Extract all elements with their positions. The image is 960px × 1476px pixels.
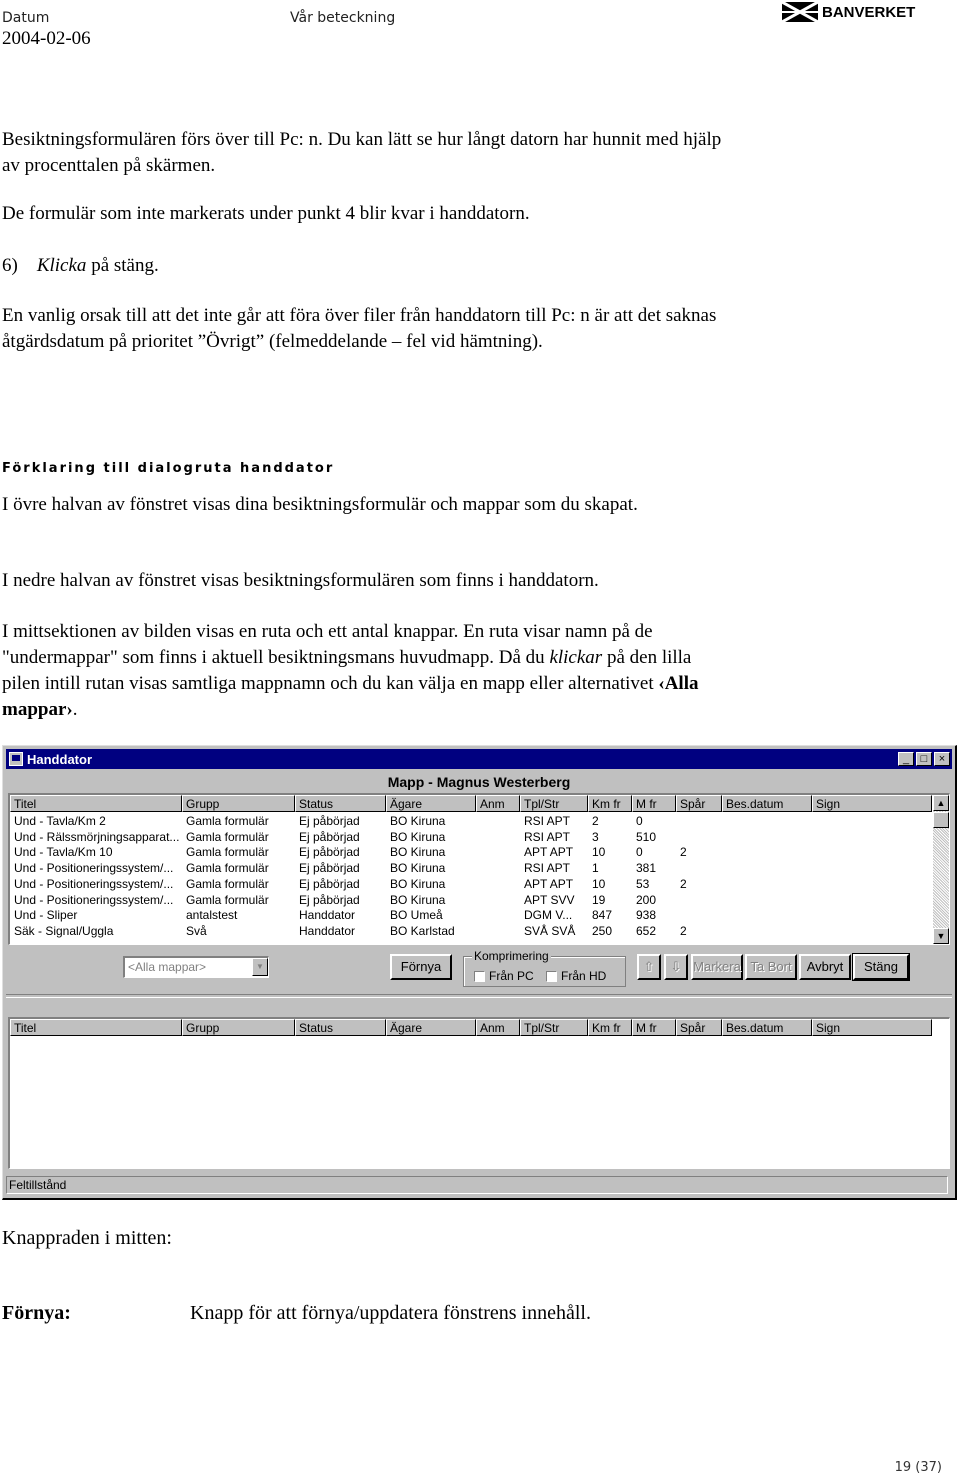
arrow-down-icon: ⇩	[670, 959, 682, 974]
table-cell: APT APT	[524, 876, 574, 891]
lower-column-header[interactable]: Grupp	[182, 1019, 295, 1036]
table-row[interactable]	[10, 814, 930, 829]
term-fornya: Förnya:	[2, 1302, 71, 1324]
fran-pc-label: Från PC	[489, 969, 534, 983]
p6-part-a: I mittsektionen av bilden visas en ruta och ett antal knappar. En ruta visar namn på de "undermappar" som finns i aktuell besiktningsmans huvudmapp. Då du	[2, 621, 653, 668]
table-cell: BO Kiruna	[390, 814, 446, 828]
handdator-window	[2, 745, 957, 1200]
app-icon	[9, 752, 23, 766]
fran-pc-checkbox[interactable]	[474, 969, 534, 983]
table-cell: 0	[636, 814, 643, 828]
table-row[interactable]	[10, 845, 930, 860]
paragraph-common-cause: En vanlig orsak till att det inte går att föra över filer från handdatorn till Pc: n är att det saknas åtgärdsdatum på prioritet ”Övrigt” (felmeddelande – fel vid hämtning).	[2, 305, 717, 352]
table-cell: BO Umeå	[390, 908, 443, 923]
table-cell: 200	[636, 892, 657, 907]
table-cell: 2	[592, 814, 599, 828]
move-up-button[interactable]	[637, 954, 661, 980]
page-number: 19 (37)	[894, 1460, 942, 1475]
table-cell: Ej påbörjad	[299, 845, 360, 860]
lower-column-header[interactable]: Sign	[812, 1019, 932, 1036]
table-cell: Ej påbörjad	[299, 829, 360, 844]
upper-column-header[interactable]: Status	[295, 795, 386, 812]
lower-column-header[interactable]: Anm	[476, 1019, 520, 1036]
table-cell: Ej påbörjad	[299, 814, 360, 828]
table-row[interactable]	[10, 877, 930, 892]
table-cell: 19	[592, 892, 606, 907]
section-heading: Förklaring till dialogruta handdator	[2, 461, 335, 476]
step-6-action: Klicka	[36, 255, 87, 276]
table-row[interactable]	[10, 830, 930, 845]
table-cell: Gamla formulär	[186, 861, 269, 876]
fran-hd-checkbox[interactable]	[546, 969, 606, 983]
close-button[interactable]: ×	[934, 752, 950, 766]
table-cell: BO Kiruna	[390, 845, 446, 860]
upper-column-header[interactable]: Grupp	[182, 795, 295, 812]
p6-bold: ‹Alla mappar›	[2, 673, 699, 720]
step-6-number: 6)	[2, 255, 18, 276]
window-controls	[898, 752, 950, 766]
ta-bort-button[interactable]: Ta Bort	[745, 954, 797, 980]
table-cell: Und - Positioneringssystem/...	[14, 892, 174, 907]
table-row[interactable]	[10, 908, 930, 923]
upper-list-scrollbar[interactable]	[933, 795, 949, 944]
step-6-text: på stäng.	[86, 255, 159, 276]
table-cell: 2	[680, 876, 687, 891]
upper-column-header[interactable]: Km fr	[588, 795, 632, 812]
table-cell: BO Kiruna	[390, 829, 446, 844]
section-divider	[6, 994, 952, 998]
upper-column-header[interactable]: Tpl/Str	[520, 795, 588, 812]
table-cell: 3	[592, 829, 599, 844]
paragraph-upper-half: I övre halvan av fönstret visas dina besiktningsformulär och mappar som du skapat.	[2, 494, 638, 515]
table-cell: antalstest	[186, 908, 238, 923]
table-cell: Und - Tavla/Km 10	[14, 845, 113, 860]
lower-column-header[interactable]: Spår	[676, 1019, 722, 1036]
scroll-up-icon[interactable]: ▲	[933, 795, 949, 811]
date-value: 2004-02-06	[2, 28, 91, 49]
table-cell: Handdator	[299, 923, 356, 938]
table-cell: 938	[636, 908, 657, 923]
folder-select-value: <Alla mappar>	[128, 960, 207, 974]
table-cell: Gamla formulär	[186, 876, 269, 891]
term-fornya-definition: Knapp för att förnya/uppdatera fönstrens innehåll.	[190, 1302, 591, 1324]
paragraph-remaining: De formulär som inte markerats under punkt 4 blir kvar i handdatorn.	[2, 203, 530, 224]
table-cell: Und - Rälssmörjningsapparat...	[14, 829, 180, 844]
table-cell: Ej påbörjad	[299, 892, 360, 907]
lower-column-header[interactable]: Titel	[10, 1019, 182, 1036]
table-cell: BO Kiruna	[390, 876, 446, 891]
upper-column-header[interactable]: Anm	[476, 795, 520, 812]
table-cell: Ej påbörjad	[299, 876, 360, 891]
table-cell: 53	[636, 876, 650, 891]
maximize-button[interactable]: □	[916, 752, 932, 766]
upper-column-header[interactable]: Sign	[812, 795, 932, 812]
date-label: Datum	[2, 10, 50, 26]
table-cell: Und - Positioneringssystem/...	[14, 861, 174, 876]
table-cell: Säk - Signal/Uggla	[14, 923, 114, 938]
table-cell: 2	[680, 923, 687, 938]
upper-column-header[interactable]: Spår	[676, 795, 722, 812]
fran-pc-box[interactable]	[474, 971, 485, 982]
upper-form-list[interactable]	[8, 793, 950, 945]
folder-title: Mapp - Magnus Westerberg	[387, 774, 571, 790]
banverket-logo	[782, 2, 915, 22]
table-cell: RSI APT	[524, 861, 571, 876]
table-cell: 10	[592, 845, 606, 860]
p6-part-b: på den lilla pilen intill rutan visas samtliga mappnamn och du kan välja en mapp eller alternativet	[2, 647, 692, 694]
table-cell: Handdator	[299, 908, 356, 923]
logo-text: BANVERKET	[822, 3, 916, 21]
table-cell: DGM V...	[524, 908, 573, 923]
upper-column-header[interactable]: Titel	[10, 795, 182, 812]
stang-button[interactable]: Stäng	[853, 954, 909, 980]
table-cell: RSI APT	[524, 829, 571, 844]
table-cell: APT APT	[524, 845, 574, 860]
lower-form-list[interactable]	[8, 1017, 950, 1169]
table-row[interactable]	[10, 924, 930, 939]
table-cell: APT SVV	[524, 892, 575, 907]
table-cell: Ej påbörjad	[299, 861, 360, 876]
scroll-down-icon[interactable]: ▼	[933, 928, 949, 944]
arrow-up-icon: ⇧	[643, 959, 655, 974]
lower-column-header[interactable]: Status	[295, 1019, 386, 1036]
p6-italic: klickar	[549, 647, 603, 668]
table-cell: Gamla formulär	[186, 814, 269, 828]
table-cell: Und - Tavla/Km 2	[14, 814, 106, 828]
table-cell: Gamla formulär	[186, 829, 269, 844]
window-title: Handdator	[27, 751, 92, 767]
table-cell: 847	[592, 908, 613, 923]
table-cell: BO Kiruna	[390, 892, 446, 907]
paragraph-middle-section	[2, 619, 727, 723]
compression-label: Komprimering	[474, 949, 549, 963]
fran-hd-box[interactable]	[546, 971, 557, 982]
paragraph-lower-half: I nedre halvan av fönstret visas besiktningsformulären som finns i handdatorn.	[2, 570, 599, 591]
lower-column-header[interactable]: M fr	[632, 1019, 676, 1036]
paragraph-transfer: Besiktningsformulären förs över till Pc: n. Du kan lätt se hur långt datorn har hunnit med hjälp av procenttalen på skärmen.	[2, 129, 722, 176]
minimize-button[interactable]: _	[898, 752, 914, 766]
reference-label: Vår beteckning	[290, 10, 396, 26]
move-down-button[interactable]	[664, 954, 688, 980]
lower-column-header[interactable]: Ägare	[386, 1019, 476, 1036]
lower-column-header[interactable]: Km fr	[588, 1019, 632, 1036]
button-row-heading: Knappraden i mitten:	[2, 1227, 172, 1249]
table-row[interactable]	[10, 893, 930, 908]
table-cell: 381	[636, 861, 657, 876]
table-cell: 10	[592, 876, 606, 891]
lower-column-header[interactable]: Bes.datum	[722, 1019, 812, 1036]
title-bar[interactable]	[6, 749, 952, 769]
dropdown-arrow-icon[interactable]: ▼	[252, 958, 268, 976]
banverket-emblem-icon	[782, 2, 818, 22]
table-cell: 2	[680, 845, 687, 860]
table-cell: Und - Positioneringssystem/...	[14, 876, 174, 891]
fornya-button[interactable]: Förnya	[390, 954, 452, 980]
table-cell: Und - Sliper	[14, 908, 78, 923]
table-cell: 250	[592, 923, 613, 938]
avbryt-button[interactable]: Avbryt	[799, 954, 851, 980]
table-cell: Svå	[186, 923, 207, 938]
table-cell: BO Kiruna	[390, 861, 446, 876]
table-cell: 1	[592, 861, 599, 876]
table-cell: RSI APT	[524, 814, 571, 828]
p6-end: .	[72, 699, 78, 720]
markera-button[interactable]: Markera	[691, 954, 743, 980]
compression-group	[463, 949, 626, 987]
table-cell: Gamla formulär	[186, 892, 269, 907]
upper-column-header[interactable]: Bes.datum	[722, 795, 812, 812]
table-cell: Gamla formulär	[186, 845, 269, 860]
table-row[interactable]	[10, 861, 930, 876]
table-cell: 510	[636, 829, 657, 844]
folder-select[interactable]	[123, 956, 269, 978]
step-6	[2, 253, 742, 279]
scroll-thumb[interactable]	[933, 812, 949, 828]
table-cell: SVÅ SVÅ	[524, 923, 576, 938]
upper-column-header[interactable]: M fr	[632, 795, 676, 812]
table-cell: 0	[636, 845, 643, 860]
status-bar: Feltillstånd	[6, 1176, 948, 1194]
upper-column-header[interactable]: Ägare	[386, 795, 476, 812]
table-cell: 652	[636, 923, 657, 938]
lower-column-header[interactable]: Tpl/Str	[520, 1019, 588, 1036]
table-cell: BO Karlstad	[390, 923, 455, 938]
fran-hd-label: Från HD	[561, 969, 607, 983]
